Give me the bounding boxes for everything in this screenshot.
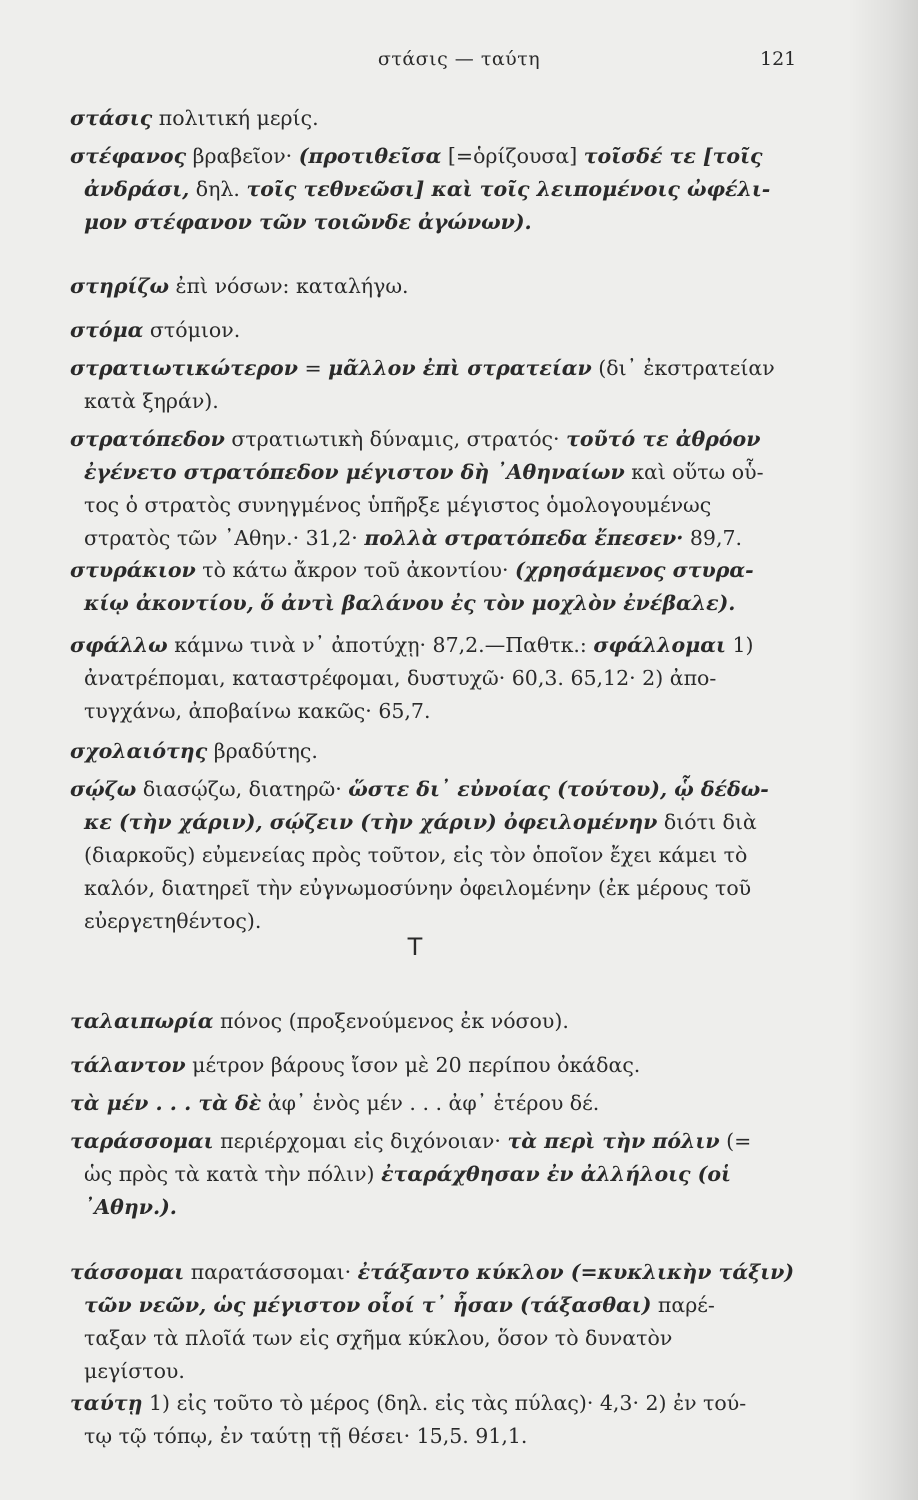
quotation: ἐτάξαντο κύκλον (=κυκλικὴν τάξιν) xyxy=(357,1260,795,1284)
headword: ταράσσομαι xyxy=(70,1129,214,1153)
headword: στρατόπεδον xyxy=(70,427,225,451)
quotation: ᾿Αθην.). xyxy=(84,1195,177,1219)
definition-text: τος ὁ στρατὸς συνηγμένος ὑπῆρξε μέγιστος ὁμολογουμένως xyxy=(84,493,712,517)
headword: στυράκιον xyxy=(70,558,196,582)
definition-text: τῳ τῷ τόπῳ, ἐν ταύτῃ τῇ θέσει· 15,5. 91,1. xyxy=(84,1424,528,1448)
dictionary-entry xyxy=(70,140,792,239)
quotation: τοῖσδέ τε [τοῖς xyxy=(583,144,763,168)
entry-line xyxy=(70,1322,792,1355)
quotation: κίῳ ἀκοντίου, xyxy=(84,591,254,615)
definition-text: βραβεῖον· xyxy=(186,144,299,168)
definition-text: ἐπὶ νόσων: καταλήγω. xyxy=(169,274,409,298)
dictionary-entry xyxy=(70,102,792,135)
quotation: τὰ περὶ τὴν πόλιν xyxy=(507,1129,720,1153)
definition-text: τυγχάνω, ἀποβαίνω κακῶς· 65,7. xyxy=(84,699,431,723)
entry-line xyxy=(70,1256,795,1289)
entry-line xyxy=(70,173,792,206)
dictionary-entry xyxy=(70,1005,792,1038)
entry-line xyxy=(70,522,792,555)
entry-line xyxy=(70,385,792,418)
entry-line xyxy=(70,1158,792,1191)
entry-line xyxy=(70,140,792,173)
dictionary-entry xyxy=(70,1387,792,1453)
definition-text: (διαρκοῦς) εὐμενείας πρὸς τοῦτον, εἰς τὸν ὁποῖον ἔχει κάμει τὸ xyxy=(84,843,748,867)
section-letter: Τ xyxy=(407,933,423,961)
definition-text: στρατιωτικὴ δύναμις, στρατός· xyxy=(224,427,567,451)
definition-text: παρατάσσομαι· xyxy=(184,1260,358,1284)
entry-line xyxy=(70,773,792,806)
definition-text: διασῴζω, διατηρῶ· xyxy=(136,777,349,801)
entry-line xyxy=(70,735,792,768)
entry-line xyxy=(70,314,792,347)
quotation: μον στέφανον τῶν τοιῶνδε ἀγώνων). xyxy=(84,210,532,234)
quotation: πολλὰ στρατόπεδα ἔπεσεν· xyxy=(364,526,684,550)
dictionary-entry xyxy=(70,314,792,347)
entry-line xyxy=(70,695,792,728)
definition-text: (δι᾿ ἐκστρατείαν xyxy=(591,356,775,380)
dictionary-entry xyxy=(70,1256,795,1388)
entry-line xyxy=(70,352,792,385)
dictionary-entry xyxy=(70,1087,792,1120)
running-header: στάσις — ταύτη xyxy=(377,48,541,70)
dictionary-entry xyxy=(70,270,792,303)
headword: στόμα xyxy=(70,318,144,342)
quotation: σφάλλομαι xyxy=(593,633,726,657)
definition-text: [=ὁρίζουσα] xyxy=(441,144,584,168)
headword: σῴζω xyxy=(70,777,137,801)
entry-line xyxy=(70,839,792,872)
definition-text: κατὰ ξηράν). xyxy=(84,389,219,413)
definition-text: πολιτική μερίς. xyxy=(152,106,319,130)
entry-line xyxy=(70,1005,792,1038)
dictionary-entry xyxy=(70,773,792,938)
definition-text: μεγίστου. xyxy=(84,1359,185,1383)
headword: τὰ μέν . . . τὰ δὲ xyxy=(70,1091,262,1115)
dictionary-entry xyxy=(70,629,792,728)
entry-line xyxy=(70,1355,792,1388)
page-number: 121 xyxy=(760,48,797,70)
definition-text: 89,7. xyxy=(683,526,743,550)
entry-line xyxy=(70,1087,792,1120)
entry-line xyxy=(70,270,792,303)
quotation: τῶν νεῶν, ὡς μέγιστον οἷοί τ᾿ ἦσαν (τάξασθαι) xyxy=(84,1293,652,1317)
definition-text: διότι διὰ xyxy=(657,810,757,834)
definition-text: ὡς πρὸς τὰ κατὰ τὴν πόλιν) xyxy=(84,1162,382,1186)
definition-text: 1) εἰς τοῦτο τὸ μέρος (δηλ. εἰς τὰς πύλας)· 4,3· 2) ἐν τού- xyxy=(142,1391,747,1415)
dictionary-entry xyxy=(70,1125,792,1224)
entry-line xyxy=(70,554,792,587)
headword: στέφανος xyxy=(70,144,187,168)
entry-line xyxy=(70,806,792,839)
definition-text: στρατὸς τῶν ᾿Αθην.· 31,2· xyxy=(84,526,365,550)
definition-text: ταξαν τὰ πλοῖά των εἰς σχῆμα κύκλου, ὅσον τὸ δυνατὸν xyxy=(84,1326,673,1350)
headword: σχολαιότης xyxy=(70,739,208,763)
definition-text: βραδύτης. xyxy=(207,739,318,763)
entry-line xyxy=(70,1387,792,1420)
entry-line xyxy=(70,489,792,522)
headword: στάσις xyxy=(70,106,153,130)
entry-line xyxy=(70,1289,792,1322)
entry-line xyxy=(70,1420,792,1453)
entry-line xyxy=(70,629,792,662)
definition-text: παρέ- xyxy=(651,1293,715,1317)
entry-line xyxy=(70,1125,792,1158)
entry-line xyxy=(70,206,792,239)
dictionary-entry xyxy=(70,1049,792,1082)
quotation: ἐγένετο στρατόπεδον μέγιστον δὴ ᾿Αθηναίων xyxy=(84,460,625,484)
quotation: μᾶλλον ἐπὶ στρατείαν xyxy=(328,356,592,380)
definition-text: περιέρχομαι εἰς διχόνοιαν· xyxy=(213,1129,508,1153)
quotation: ὅ ἀντὶ βαλάνου ἐς τὸν μοχλὸν ἐνέβαλε). xyxy=(260,591,736,615)
quotation: (προτιθεῖσα xyxy=(298,144,442,168)
definition-text: μέτρον βάρους ἴσον μὲ 20 περίπου ὀκάδας. xyxy=(185,1053,641,1077)
entry-line xyxy=(70,587,792,620)
quotation: ἐταράχθησαν ἐν ἀλλήλοις (οἱ xyxy=(381,1162,731,1186)
headword: ταλαιπωρία xyxy=(70,1009,214,1033)
definition-text: τὸ κάτω ἄκρον τοῦ ἀκοντίου· xyxy=(195,558,516,582)
entry-line xyxy=(70,1191,792,1224)
definition-text: πόνος (προξενούμενος ἐκ νόσου). xyxy=(213,1009,569,1033)
headword: σφάλλω xyxy=(70,633,168,657)
quotation: (χρησάμενος στυρα- xyxy=(515,558,754,582)
definition-text: ἀφ᾿ ἑνὸς μέν . . . ἀφ᾿ ἑτέρου δέ. xyxy=(261,1091,600,1115)
entry-line xyxy=(70,1049,792,1082)
entry-line xyxy=(70,456,792,489)
quotation: ὥστε δι᾿ εὐνοίας (τούτου), ᾧ δέδω- xyxy=(348,777,769,801)
definition-text: καὶ οὕτω οὗ- xyxy=(624,460,764,484)
definition-text: στόμιον. xyxy=(143,318,241,342)
entry-line xyxy=(70,102,792,135)
definition-text: καλόν, διατηρεῖ τὴν εὐγνωμοσύνην ὀφειλομένην (ἐκ μέρους τοῦ xyxy=(84,876,752,900)
headword: ταύτῃ xyxy=(70,1391,143,1415)
dictionary-entry xyxy=(70,352,792,418)
page-edge-shadow xyxy=(848,0,918,1500)
dictionary-entry xyxy=(70,554,792,620)
definition-text: κάμνω τινὰ ν᾿ ἀποτύχῃ· 87,2.—Παθτκ.: xyxy=(167,633,594,657)
quotation: ἀνδράσι, xyxy=(84,177,190,201)
definition-text: δηλ. xyxy=(189,177,247,201)
definition-text: = xyxy=(297,356,329,380)
headword: τάσσομαι xyxy=(70,1260,185,1284)
definition-text: (= xyxy=(719,1129,752,1153)
entry-line xyxy=(70,662,792,695)
definition-text: 1) xyxy=(725,633,754,657)
headword: στηρίζω xyxy=(70,274,170,298)
dictionary-entry xyxy=(70,423,792,555)
headword: τάλαντον xyxy=(70,1053,186,1077)
dictionary-entry xyxy=(70,735,792,768)
headword: στρατιωτικώτερον xyxy=(70,356,298,380)
quotation: τοῦτό τε ἀθρόον xyxy=(566,427,761,451)
definition-text: εὐεργετηθέντος). xyxy=(84,909,262,933)
quotation: κε (τὴν χάριν), σῴζειν (τὴν χάριν) ὀφειλομένην xyxy=(84,810,658,834)
entry-line xyxy=(70,872,792,905)
definition-text: ἀνατρέπομαι, καταστρέφομαι, δυστυχῶ· 60,3. 65,12· 2) ἀπο- xyxy=(84,666,717,690)
entry-line xyxy=(70,423,792,456)
quotation: τοῖς τεθνεῶσι] καὶ τοῖς λειπομένοις ὠφέλι- xyxy=(246,177,771,201)
